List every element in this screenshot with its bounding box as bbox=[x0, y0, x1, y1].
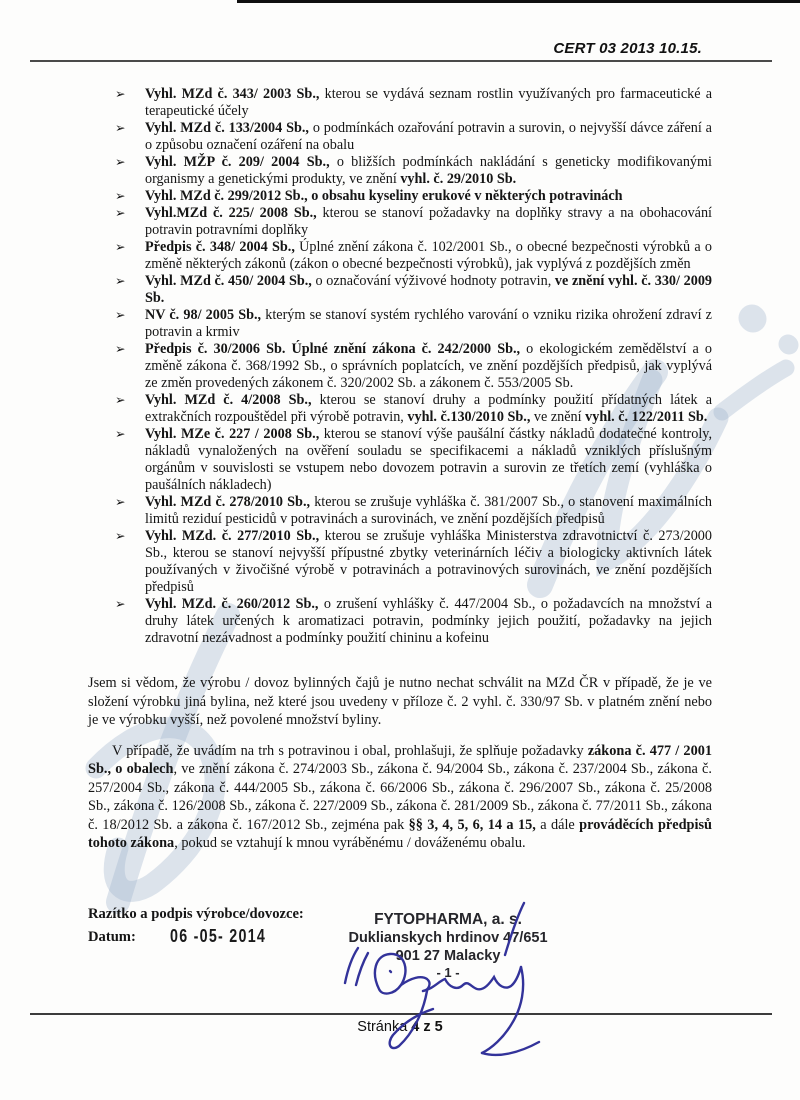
text-segment: kterou se zrušuje vyhláška Ministerstva zdravotnictví č. 273/2000 Sb., kterou se stanoví nejvyšší přípustné zbytky veterinárních léčiv a biologicky aktivních látek používaných v živočišné výrobě v potravinách a potravinových surovinách, ve znění pozdějších předpisů bbox=[145, 528, 712, 595]
regulation-reference: Předpis č. 348/ 2004 Sb., bbox=[145, 239, 295, 255]
regulation-item-text bbox=[145, 120, 712, 154]
list-bullet-arrow-icon: ➢ bbox=[115, 240, 126, 254]
company-stamp-line: Duklianskych hrdinov 47/651 bbox=[348, 930, 548, 946]
text-segment: kterou se vydává seznam rostlin využívaných pro farmaceutické a terapeutické účely bbox=[145, 86, 712, 119]
list-bullet-arrow-icon: ➢ bbox=[115, 189, 126, 203]
page-footer-prefix: Stránka bbox=[357, 1019, 412, 1035]
text-segment: o označování výživové hodnoty potravin, bbox=[311, 273, 555, 289]
date-label: Datum: bbox=[88, 929, 136, 945]
list-bullet-arrow-icon: ➢ bbox=[115, 393, 126, 407]
text-segment: o bližších podmínkách nakládání s geneticky modifikovanými organismy a genetickými produkty, ve znění bbox=[145, 154, 712, 187]
header-document-code: CERT 03 2013 10.15. bbox=[553, 40, 702, 57]
regulation-item-text bbox=[145, 528, 712, 596]
regulation-list-item bbox=[88, 392, 712, 426]
regulation-reference: Vyhl. MZd č. 343/ 2003 Sb., bbox=[145, 86, 320, 102]
regulation-reference: Vyhl. MZd. č. 260/2012 Sb., bbox=[145, 596, 319, 612]
regulation-list-item bbox=[88, 494, 712, 528]
regulation-item-text bbox=[145, 239, 712, 273]
regulation-reference: Vyhl. MŽP č. 209/ 2004 Sb., bbox=[145, 154, 330, 170]
regulation-reference: vyhl. č.130/2010 Sb., bbox=[407, 409, 531, 425]
list-bullet-arrow-icon: ➢ bbox=[115, 274, 126, 288]
document-content bbox=[88, 86, 712, 853]
stamp-signature-label: Razítko a podpis výrobce/dovozce: bbox=[88, 906, 304, 922]
regulation-reference: Vyhl. MZd č. 278/2010 Sb., bbox=[145, 494, 311, 510]
declaration-paragraph bbox=[88, 742, 712, 853]
text-segment: o podmínkách ozařování potravin a surovin, o nejvyšší dávce záření a o způsobu označení ozáření na obalu bbox=[145, 120, 712, 153]
regulation-list bbox=[88, 86, 712, 647]
regulation-list-item bbox=[88, 273, 712, 307]
regulation-reference: Předpis č. 30/2006 Sb. Úplné znění zákona č. 242/2000 Sb., bbox=[145, 341, 521, 357]
company-stamp-line: - 1 - bbox=[436, 965, 460, 980]
text-segment: V případě, že uvádím na trh s potravinou i obal, prohlašuji, že splňuje požadavky bbox=[112, 742, 588, 759]
regulation-item-text bbox=[145, 273, 712, 307]
regulation-item-text bbox=[145, 86, 712, 120]
regulation-reference: zákona č. 477 / 2001 Sb., o obalech bbox=[88, 742, 713, 777]
date-stamp: 06 -05- 2014 bbox=[170, 926, 267, 947]
text-segment: o ekologickém zemědělství a o změně zákona č. 368/1992 Sb., o správních poplatcích, ve znění pozdějších předpisů, jak vyplývá ze změn provedených zákonem č. 320/2002 Sb. a zákonem č. 553/2005 Sb. bbox=[145, 341, 712, 391]
text-segment: ve znění bbox=[530, 409, 586, 425]
regulation-list-item bbox=[88, 188, 712, 205]
regulation-reference: Vyhl. MZd č. 4/2008 Sb., bbox=[145, 392, 312, 408]
text-segment: o zrušení vyhlášky č. 447/2004 Sb., o požadavcích na množství a druhy látek určených k aromatizaci potravin, podmínky jejich použití, požadavky na jejich zdravotní nezávadnost a podmínky použití chininu a kofeinu bbox=[145, 596, 712, 646]
regulation-reference: Vyhl. MZd č. 133/2004 Sb., bbox=[145, 120, 309, 136]
regulation-reference: NV č. 98/ 2005 Sb., bbox=[145, 307, 262, 323]
company-stamp-line: 901 27 Malacky bbox=[395, 948, 501, 964]
regulation-reference: vyhl. č. 29/2010 Sb. bbox=[400, 171, 517, 187]
text-segment: , pokud se vztahují k mnou vyráběnému / dováženému obalu. bbox=[174, 835, 526, 851]
text-segment: , ve znění zákona č. 274/2003 Sb., zákona č. 94/2004 Sb., zákona č. 237/2004 Sb., zákona č. 257/2004 Sb., zákona č. 444/2005 Sb., zákona č. 66/2006 Sb., zákona č. 296/2007 Sb., zákona č. 25/2008 Sb., zákona č. 126/2008 Sb., zákona č. 227/2009 Sb., zákona č. 281/2009 Sb., zákona č. 77/2011 Sb., zákona č. 18/2012 Sb. a zákona č. 167/2012 Sb., zejména pak bbox=[88, 761, 712, 833]
regulation-reference: Vyhl. MZd č. 299/2012 Sb., o obsahu kyseliny erukové v některých potravinách bbox=[145, 188, 623, 204]
regulation-item-text bbox=[145, 188, 712, 205]
scan-artifact-top-edge bbox=[237, 0, 800, 3]
regulation-reference: vyhl. č. 122/2011 Sb. bbox=[585, 409, 708, 425]
text-segment: kterou se stanoví požadavky na doplňky stravy a na obohacování potravin potravními doplňky bbox=[145, 205, 712, 238]
regulation-item-text bbox=[145, 205, 712, 239]
list-bullet-arrow-icon: ➢ bbox=[115, 529, 126, 543]
list-bullet-arrow-icon: ➢ bbox=[115, 308, 126, 322]
regulation-item-text bbox=[145, 307, 712, 341]
list-bullet-arrow-icon: ➢ bbox=[115, 342, 126, 356]
regulation-item-text bbox=[145, 494, 712, 528]
regulation-item-text bbox=[145, 392, 712, 426]
text-segment: kterou se zrušuje vyhláška č. 381/2007 Sb., o stanovení maximálních limitů reziduí pesticidů v potravinách a surovinách, ve znění pozdějších předpisů bbox=[145, 494, 712, 527]
list-bullet-arrow-icon: ➢ bbox=[115, 495, 126, 509]
regulation-list-item bbox=[88, 426, 712, 494]
regulation-reference: Vyhl. MZd. č. 277/2010 Sb., bbox=[145, 528, 320, 544]
header-rule bbox=[30, 60, 772, 62]
list-bullet-arrow-icon: ➢ bbox=[115, 121, 126, 135]
regulation-reference: prováděcích předpisů tohoto zákona bbox=[88, 816, 712, 851]
declaration-paragraphs bbox=[88, 674, 712, 853]
company-stamp-line: FYTOPHARMA, a. s. bbox=[374, 911, 522, 928]
regulation-list-item bbox=[88, 205, 712, 239]
regulation-reference: Vyhl. MZd č. 450/ 2004 Sb., bbox=[145, 273, 312, 289]
regulation-list-item bbox=[88, 528, 712, 596]
regulation-reference: ve znění vyhl. č. 330/ 2009 Sb. bbox=[145, 273, 713, 306]
regulation-list-item bbox=[88, 307, 712, 341]
regulation-list-item bbox=[88, 120, 712, 154]
handwritten-signature bbox=[335, 895, 565, 1070]
regulation-list-item bbox=[88, 154, 712, 188]
list-bullet-arrow-icon: ➢ bbox=[115, 87, 126, 101]
list-bullet-arrow-icon: ➢ bbox=[115, 597, 126, 611]
regulation-item-text bbox=[145, 154, 712, 188]
regulation-item-text bbox=[145, 426, 712, 494]
regulation-item-text bbox=[145, 596, 712, 647]
list-bullet-arrow-icon: ➢ bbox=[115, 427, 126, 441]
list-bullet-arrow-icon: ➢ bbox=[115, 155, 126, 169]
text-segment: a dále bbox=[535, 816, 580, 833]
regulation-reference: §§ 3, 4, 5, 6, 14 a 15, bbox=[408, 816, 536, 833]
text-segment: kterou se stanoví výše paušální částky nákladů dodatečné kontroly, nákladů vynaložených na ověření souladu se specifikacemi a nákladů vzniklých příslušným orgánům v souvislosti se vstupem nebo dovozem potravin a surovin ze třetích zemí (vyhláška o paušálních nákladech) bbox=[145, 426, 712, 493]
regulation-list-item bbox=[88, 86, 712, 120]
regulation-reference: Vyhl. MZe č. 227 / 2008 Sb., bbox=[145, 426, 320, 442]
page-number: 4 z 5 bbox=[411, 1019, 443, 1035]
regulation-list-item bbox=[88, 596, 712, 647]
list-bullet-arrow-icon: ➢ bbox=[115, 206, 126, 220]
regulation-item-text bbox=[145, 341, 712, 392]
text-segment: kterou se stanoví druhy a podmínky použití přídatných látek a extrakčních rozpouštědel při výrobě potravin, bbox=[145, 392, 712, 425]
declaration-paragraph bbox=[88, 674, 712, 730]
regulation-reference: Vyhl.MZd č. 225/ 2008 Sb., bbox=[145, 205, 317, 221]
regulation-list-item bbox=[88, 239, 712, 273]
text-segment: Úplné znění zákona č. 102/2001 Sb., o obecné bezpečnosti výrobků a o změně některých zákonů (zákon o obecné bezpečnosti výrobků), jak vyplývá z pozdějších změn bbox=[145, 239, 712, 272]
text-segment: Jsem si vědom, že výrobu / dovoz bylinných čajů je nutno nechat schválit na MZd ČR v případě, že je ve složení výrobku jiná bylina, než které jsou uvedeny v příloze č. 2 vyhl. č. 330/97 Sb. v platném znění nebo je ve výrobku vyšší, než povolené množství byliny. bbox=[88, 675, 712, 728]
text-segment: kterým se stanoví systém rychlého varování o vzniku rizika ohrožení zdraví z potravin a krmiv bbox=[145, 307, 712, 340]
regulation-list-item bbox=[88, 341, 712, 392]
